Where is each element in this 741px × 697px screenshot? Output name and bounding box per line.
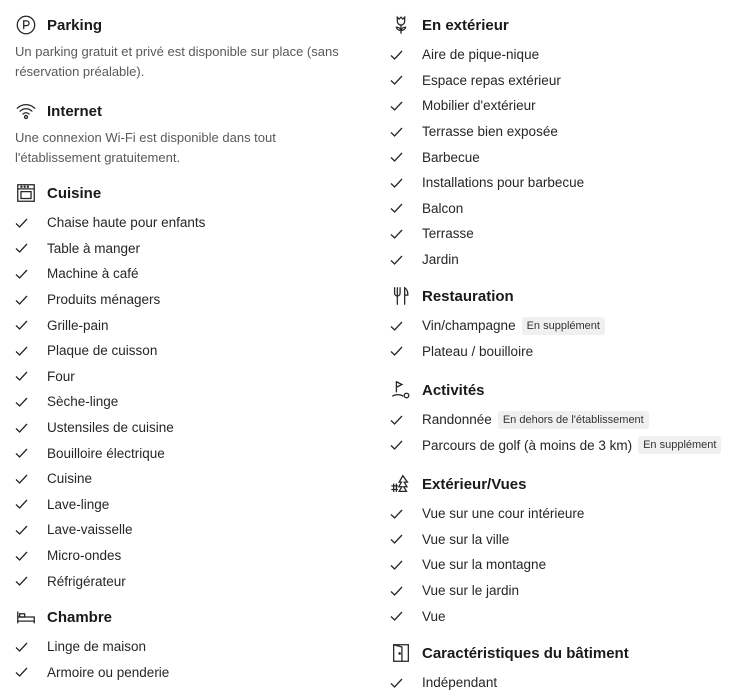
check-icon: [15, 499, 37, 509]
check-icon: [390, 321, 412, 331]
list-item: [390, 93, 740, 119]
list-item: [15, 389, 365, 415]
bed-icon: [15, 606, 37, 628]
section-header: [390, 472, 740, 496]
list-item: [390, 527, 740, 553]
parking-icon: [15, 14, 37, 36]
item-label: Mobilier d'extérieur: [422, 98, 536, 114]
fork-knife-icon: [390, 285, 412, 307]
item-label: Sèche-linge: [47, 394, 119, 410]
list-item: [15, 287, 365, 313]
list-item: [390, 603, 740, 629]
check-icon: [390, 203, 412, 213]
check-icon: [390, 178, 412, 188]
item-list: [390, 670, 740, 696]
item-label: Vue sur une cour intérieure: [422, 506, 585, 522]
check-icon: [15, 551, 37, 561]
section-header: [15, 605, 365, 629]
item-list: [390, 313, 740, 364]
list-item: [15, 634, 365, 660]
item-label: Parcours de golf (à moins de 3 km): [422, 437, 633, 453]
check-icon: [15, 448, 37, 458]
section-title: Internet: [47, 102, 103, 120]
list-item: [15, 210, 365, 236]
item-label: Grille-pain: [47, 317, 109, 333]
item-label: Plaque de cuisson: [47, 343, 158, 359]
check-icon: [15, 269, 37, 279]
item-label: Bouilloire électrique: [47, 445, 165, 461]
list-item: [390, 670, 740, 696]
list-item: [15, 517, 365, 543]
item-label: Aire de pique-nique: [422, 47, 540, 63]
check-icon: [390, 346, 412, 356]
item-label: Balcon: [422, 200, 464, 216]
item-label: Installations pour barbecue: [422, 175, 585, 191]
item-list: [15, 210, 365, 594]
section-header: [390, 641, 740, 665]
check-icon: [15, 576, 37, 586]
list-item: [390, 68, 740, 94]
section-title: Activités: [422, 381, 485, 399]
item-label: Vue sur la montagne: [422, 557, 547, 573]
section-activites: [390, 378, 740, 458]
landscape-icon: [390, 473, 412, 495]
check-icon: [15, 397, 37, 407]
list-item: [390, 144, 740, 170]
check-icon: [15, 371, 37, 381]
section-restauration: [390, 284, 740, 364]
list-item: [390, 578, 740, 604]
list-item: [15, 338, 365, 364]
list-item: [390, 501, 740, 527]
list-item: [15, 543, 365, 569]
check-icon: [15, 295, 37, 305]
item-label: Cuisine: [47, 471, 93, 487]
check-icon: [15, 243, 37, 253]
item-label: Vin/champagne: [422, 318, 516, 334]
section-header: [15, 99, 365, 123]
door-icon: [390, 642, 412, 664]
list-item: [15, 660, 365, 686]
item-label: Vue sur le jardin: [422, 583, 520, 599]
item-label: Four: [47, 368, 75, 384]
section-description: Une connexion Wi-Fi est disponible dans tout l'établissement gratuitement.: [15, 130, 276, 165]
item-label: Lave-vaisselle: [47, 522, 133, 538]
item-label: Chaise haute pour enfants: [47, 215, 206, 231]
section-header: [15, 181, 365, 205]
check-icon: [15, 320, 37, 330]
section-parking: [15, 13, 365, 82]
item-label: Micro-ondes: [47, 548, 122, 564]
off-site-badge: En dehors de l'établissement: [498, 411, 649, 429]
section-cuisine: [15, 181, 365, 594]
list-item: [15, 415, 365, 441]
check-icon: [390, 229, 412, 239]
check-icon: [15, 667, 37, 677]
list-item: [15, 261, 365, 287]
check-icon: [15, 218, 37, 228]
section-title: Restauration: [422, 287, 514, 305]
check-icon: [390, 440, 412, 450]
list-item: [15, 312, 365, 338]
item-label: Vue sur la ville: [422, 531, 510, 547]
section-header: [390, 13, 740, 37]
item-list: [390, 407, 740, 458]
section-chambre: [15, 605, 365, 685]
list-item: [15, 492, 365, 518]
list-item: [390, 313, 740, 339]
section-batiment: [390, 641, 740, 696]
check-icon: [390, 75, 412, 85]
list-item: [390, 119, 740, 145]
check-icon: [390, 415, 412, 425]
list-item: [390, 247, 740, 273]
list-item: [390, 196, 740, 222]
check-icon: [390, 50, 412, 60]
list-item: [390, 407, 740, 433]
list-item: [390, 170, 740, 196]
item-label: Randonnée: [422, 412, 492, 428]
extra-charge-badge: En supplément: [638, 436, 721, 454]
check-icon: [15, 642, 37, 652]
item-label: Ustensiles de cuisine: [47, 420, 174, 436]
check-icon: [390, 560, 412, 570]
list-item: [390, 339, 740, 365]
list-item: [390, 42, 740, 68]
item-label: Indépendant: [422, 675, 498, 691]
check-icon: [390, 127, 412, 137]
check-icon: [390, 255, 412, 265]
list-item: [15, 440, 365, 466]
list-item: [15, 466, 365, 492]
list-item: [390, 552, 740, 578]
check-icon: [15, 346, 37, 356]
check-icon: [390, 509, 412, 519]
item-label: Barbecue: [422, 149, 480, 165]
section-title: Cuisine: [47, 184, 102, 202]
section-exterieur: [390, 13, 740, 272]
section-header: [390, 378, 740, 402]
extra-charge-badge: En supplément: [522, 317, 605, 335]
item-label: Produits ménagers: [47, 292, 161, 308]
list-item: [15, 236, 365, 262]
item-label: Table à manger: [47, 240, 141, 256]
check-icon: [390, 152, 412, 162]
section-internet: [15, 99, 365, 168]
section-title: Extérieur/Vues: [422, 475, 527, 493]
check-icon: [15, 423, 37, 433]
check-icon: [390, 611, 412, 621]
section-header: [15, 13, 365, 37]
section-title: En extérieur: [422, 16, 509, 34]
flower-icon: [390, 14, 412, 36]
item-label: Lave-linge: [47, 496, 110, 512]
item-label: Jardin: [422, 252, 459, 268]
wifi-icon: [15, 100, 37, 122]
item-list: [15, 634, 365, 685]
check-icon: [15, 474, 37, 484]
list-item: [390, 433, 740, 459]
oven-icon: [15, 182, 37, 204]
section-title: Chambre: [47, 608, 113, 626]
check-icon: [390, 534, 412, 544]
item-label: Armoire ou penderie: [47, 664, 170, 680]
list-item: [15, 364, 365, 390]
item-label: Machine à café: [47, 266, 139, 282]
item-list: [390, 42, 740, 272]
check-icon: [15, 525, 37, 535]
check-icon: [390, 678, 412, 688]
item-label: Linge de maison: [47, 639, 147, 655]
golf-icon: [390, 379, 412, 401]
check-icon: [390, 101, 412, 111]
list-item: [15, 568, 365, 594]
item-label: Espace repas extérieur: [422, 72, 561, 88]
section-header: [390, 284, 740, 308]
item-label: Réfrigérateur: [47, 573, 126, 589]
item-label: Vue: [422, 608, 446, 624]
section-title: Parking: [47, 16, 103, 34]
item-label: Terrasse bien exposée: [422, 124, 558, 140]
section-description: Un parking gratuit et privé est disponible sur place (sans réservation préalable).: [15, 44, 339, 79]
section-title: Caractéristiques du bâtiment: [422, 644, 629, 662]
list-item: [390, 221, 740, 247]
item-label: Terrasse: [422, 226, 474, 242]
check-icon: [390, 586, 412, 596]
item-label: Plateau / bouilloire: [422, 343, 534, 359]
item-list: [390, 501, 740, 629]
section-vues: [390, 472, 740, 629]
